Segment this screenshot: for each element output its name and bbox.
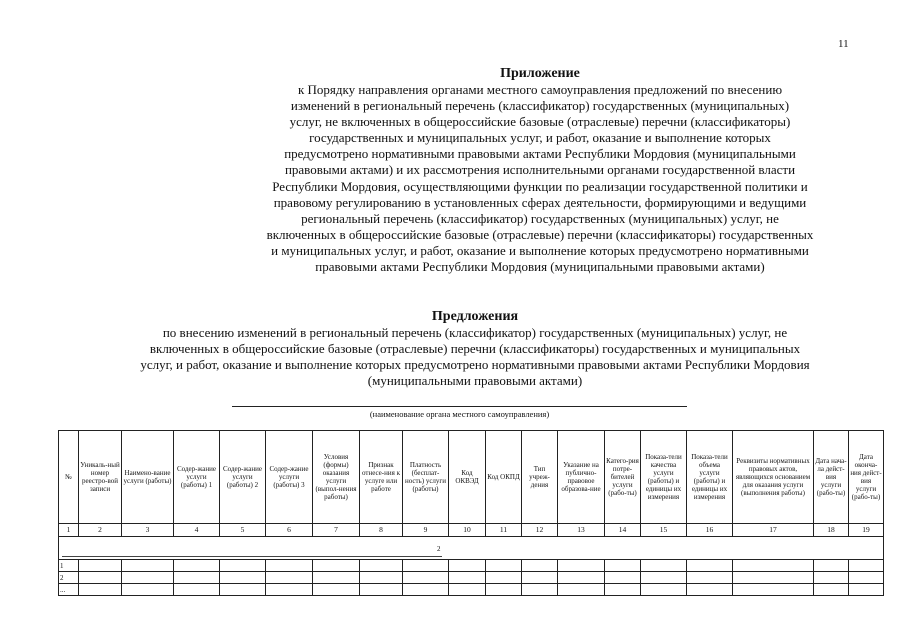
appendix-line: государственных и муниципальных услуг, и работ, оказание и выполнение которых <box>309 130 771 146</box>
table-cell[interactable] <box>79 572 122 584</box>
table-cell[interactable] <box>266 584 313 596</box>
column-number-cell: 11 <box>486 524 522 537</box>
table-row <box>59 560 884 572</box>
column-number-cell: 13 <box>558 524 605 537</box>
table-cell[interactable] <box>313 572 360 584</box>
appendix-line: и муниципальных услуг, и работ, оказание и выполнение которых предусмотрено нормативными <box>271 242 809 258</box>
proposals-heading: Предложения <box>431 309 519 324</box>
appendix-line: включенных в общероссийские базовые (отраслевые) перечни (классификаторы) государственных <box>266 226 814 242</box>
appendix-line: к Порядку направления органами местного самоуправления предложений по внесению <box>297 82 783 97</box>
separator-mark: 2 <box>437 545 441 553</box>
org-name-line <box>232 406 687 407</box>
table-cell[interactable] <box>733 560 814 572</box>
proposals-line: включенных в общероссийские базовые (отраслевые) перечни (классификаторы) государственных и муниципальных <box>149 341 801 356</box>
header-cell: Дата оконча-ния дейст-вия услуги (рабо-ты) <box>849 431 884 524</box>
table-cell[interactable] <box>79 584 122 596</box>
table-cell[interactable] <box>849 584 884 596</box>
column-number-cell: 5 <box>220 524 266 537</box>
column-number-cell: 3 <box>122 524 174 537</box>
header-cell: Признак отнесе-ния к услуге или работе <box>360 431 403 524</box>
table-cell[interactable] <box>79 560 122 572</box>
table-cell[interactable] <box>122 560 174 572</box>
column-number-cell: 10 <box>449 524 486 537</box>
table-cell[interactable] <box>360 584 403 596</box>
table-cell[interactable] <box>220 584 266 596</box>
table-cell[interactable] <box>449 584 486 596</box>
table-cell[interactable] <box>641 560 687 572</box>
table-cell[interactable] <box>174 572 220 584</box>
column-number-cell: 19 <box>849 524 884 537</box>
table-cell[interactable] <box>687 572 733 584</box>
table-cell[interactable] <box>522 584 558 596</box>
table-cell[interactable] <box>605 584 641 596</box>
row-number-cell: 2 <box>59 572 79 584</box>
separator-line <box>62 556 442 557</box>
header-cell: № <box>59 431 79 524</box>
column-number-cell: 7 <box>313 524 360 537</box>
table-cell[interactable] <box>849 572 884 584</box>
table-cell[interactable] <box>122 572 174 584</box>
proposals-block <box>60 308 890 389</box>
appendix-line: изменений в региональный перечень (классификатор) государственных (муниципальных) <box>290 98 790 114</box>
column-number-cell: 17 <box>733 524 814 537</box>
table-cell[interactable] <box>605 572 641 584</box>
header-cell: Платность (бесплат-ность) услуги (работы) <box>403 431 449 524</box>
table-cell[interactable] <box>174 560 220 572</box>
table-cell[interactable] <box>522 560 558 572</box>
header-cell: Показа-тели объема услуги (работы) и единицы их измерения <box>687 431 733 524</box>
header-cell: Наимено-вание услуги (работы) <box>122 431 174 524</box>
column-number-cell: 16 <box>687 524 733 537</box>
header-cell: Катего-рия потре-бителей услуги (рабо-ты) <box>605 431 641 524</box>
table-cell[interactable] <box>360 572 403 584</box>
column-number-cell: 12 <box>522 524 558 537</box>
header-cell: Показа-тели качества услуги (работы) и единицы их измерения <box>641 431 687 524</box>
column-number-cell: 4 <box>174 524 220 537</box>
appendix-line: правовыми актами) и их рассмотрения исполнительными органами государственной власти <box>284 162 796 178</box>
table-cell[interactable] <box>733 572 814 584</box>
appendix-heading: Приложение <box>500 66 580 81</box>
appendix-line: предусмотрено нормативными правовыми актами Республики Мордовия (муниципальными <box>284 146 796 162</box>
table-cell[interactable] <box>403 572 449 584</box>
header-cell: Содер-жание услуги (работы) 2 <box>220 431 266 524</box>
column-number-cell: 8 <box>360 524 403 537</box>
header-cell: Код ОКВЭД <box>449 431 486 524</box>
table-cell[interactable] <box>486 572 522 584</box>
proposals-line: услуг, и работ, оказание и выполнение которых предусмотрено нормативными правовыми актами Республики Мордовия <box>140 357 810 372</box>
table-cell[interactable] <box>403 584 449 596</box>
table-cell[interactable] <box>403 560 449 572</box>
header-cell: Указание на публично-правовое образова-ние <box>558 431 605 524</box>
table-cell[interactable] <box>641 572 687 584</box>
table-cell[interactable] <box>849 560 884 572</box>
table-cell[interactable] <box>558 584 605 596</box>
table-cell[interactable] <box>641 584 687 596</box>
appendix-line: правовыми актами Республики Мордовия (муниципальными правовыми актами) <box>315 259 765 275</box>
org-name-caption: (наименование органа местного самоуправления) <box>369 409 550 419</box>
column-number-cell: 18 <box>814 524 849 537</box>
column-number-cell: 1 <box>59 524 79 537</box>
proposals-table <box>58 430 884 596</box>
table-cell[interactable] <box>814 584 849 596</box>
column-number-cell: 2 <box>79 524 122 537</box>
table-cell[interactable] <box>814 572 849 584</box>
header-cell: Тип учреж-дения <box>522 431 558 524</box>
table-cell[interactable] <box>687 584 733 596</box>
table-cell[interactable] <box>122 584 174 596</box>
proposals-line: по внесению изменений в региональный перечень (классификатор) государственных (муниципальных) услуг, не <box>162 325 788 340</box>
proposals-line: (муниципальными правовыми актами) <box>367 373 583 388</box>
table-cell[interactable] <box>449 560 486 572</box>
header-cell: Уникаль-ный номер реестро-вой записи <box>79 431 122 524</box>
table-row <box>59 572 884 584</box>
header-cell: Содер-жание услуги (работы) 1 <box>174 431 220 524</box>
table-cell[interactable] <box>266 572 313 584</box>
table-cell[interactable] <box>220 560 266 572</box>
appendix-line: услуг, не включенных в общероссийские базовые (отраслевые) перечни (классификаторы) <box>289 114 791 130</box>
page-number: 11 <box>838 38 849 50</box>
table-cell[interactable] <box>558 572 605 584</box>
table-cell[interactable] <box>313 560 360 572</box>
column-number-row <box>59 524 884 537</box>
column-number-cell: 6 <box>266 524 313 537</box>
table-cell[interactable] <box>266 560 313 572</box>
table-cell[interactable] <box>313 584 360 596</box>
appendix-line: правовому регулированию в установленных сферах деятельности, формирующими и ведущими <box>273 194 807 210</box>
table-cell[interactable] <box>558 560 605 572</box>
table-cell[interactable] <box>522 572 558 584</box>
column-number-cell: 15 <box>641 524 687 537</box>
header-cell: Условия (формы) оказания услуги (выпол-нения работы) <box>313 431 360 524</box>
table-row <box>59 584 884 596</box>
table-cell[interactable] <box>220 572 266 584</box>
table-cell[interactable] <box>814 560 849 572</box>
appendix-line: Республики Мордовия, осуществляющими функции по реализации государственной политики и <box>272 178 808 194</box>
row-number-cell: ... <box>59 584 79 596</box>
table-cell[interactable] <box>486 560 522 572</box>
table-cell[interactable] <box>605 560 641 572</box>
table-cell[interactable] <box>486 584 522 596</box>
column-number-cell: 14 <box>605 524 641 537</box>
column-number-cell: 9 <box>403 524 449 537</box>
table-cell[interactable] <box>687 560 733 572</box>
header-cell: Содер-жание услуги (работы) 3 <box>266 431 313 524</box>
row-number-cell: 1 <box>59 560 79 572</box>
appendix-line: региональный перечень (классификатор) государственных (муниципальных) услуг, не <box>301 210 779 226</box>
table-cell[interactable] <box>174 584 220 596</box>
header-cell: Реквизиты нормативных правовых актов, являющихся основанием для оказания услуги (выполнения работы) <box>733 431 814 524</box>
header-cell: Дата нача-ла дейст-вия услуги (рабо-ты) <box>814 431 849 524</box>
appendix-block <box>200 66 880 275</box>
table-header-row <box>59 431 884 524</box>
table-cell[interactable] <box>733 584 814 596</box>
header-cell: Код ОКПД <box>486 431 522 524</box>
table-cell[interactable] <box>360 560 403 572</box>
table-cell[interactable] <box>449 572 486 584</box>
